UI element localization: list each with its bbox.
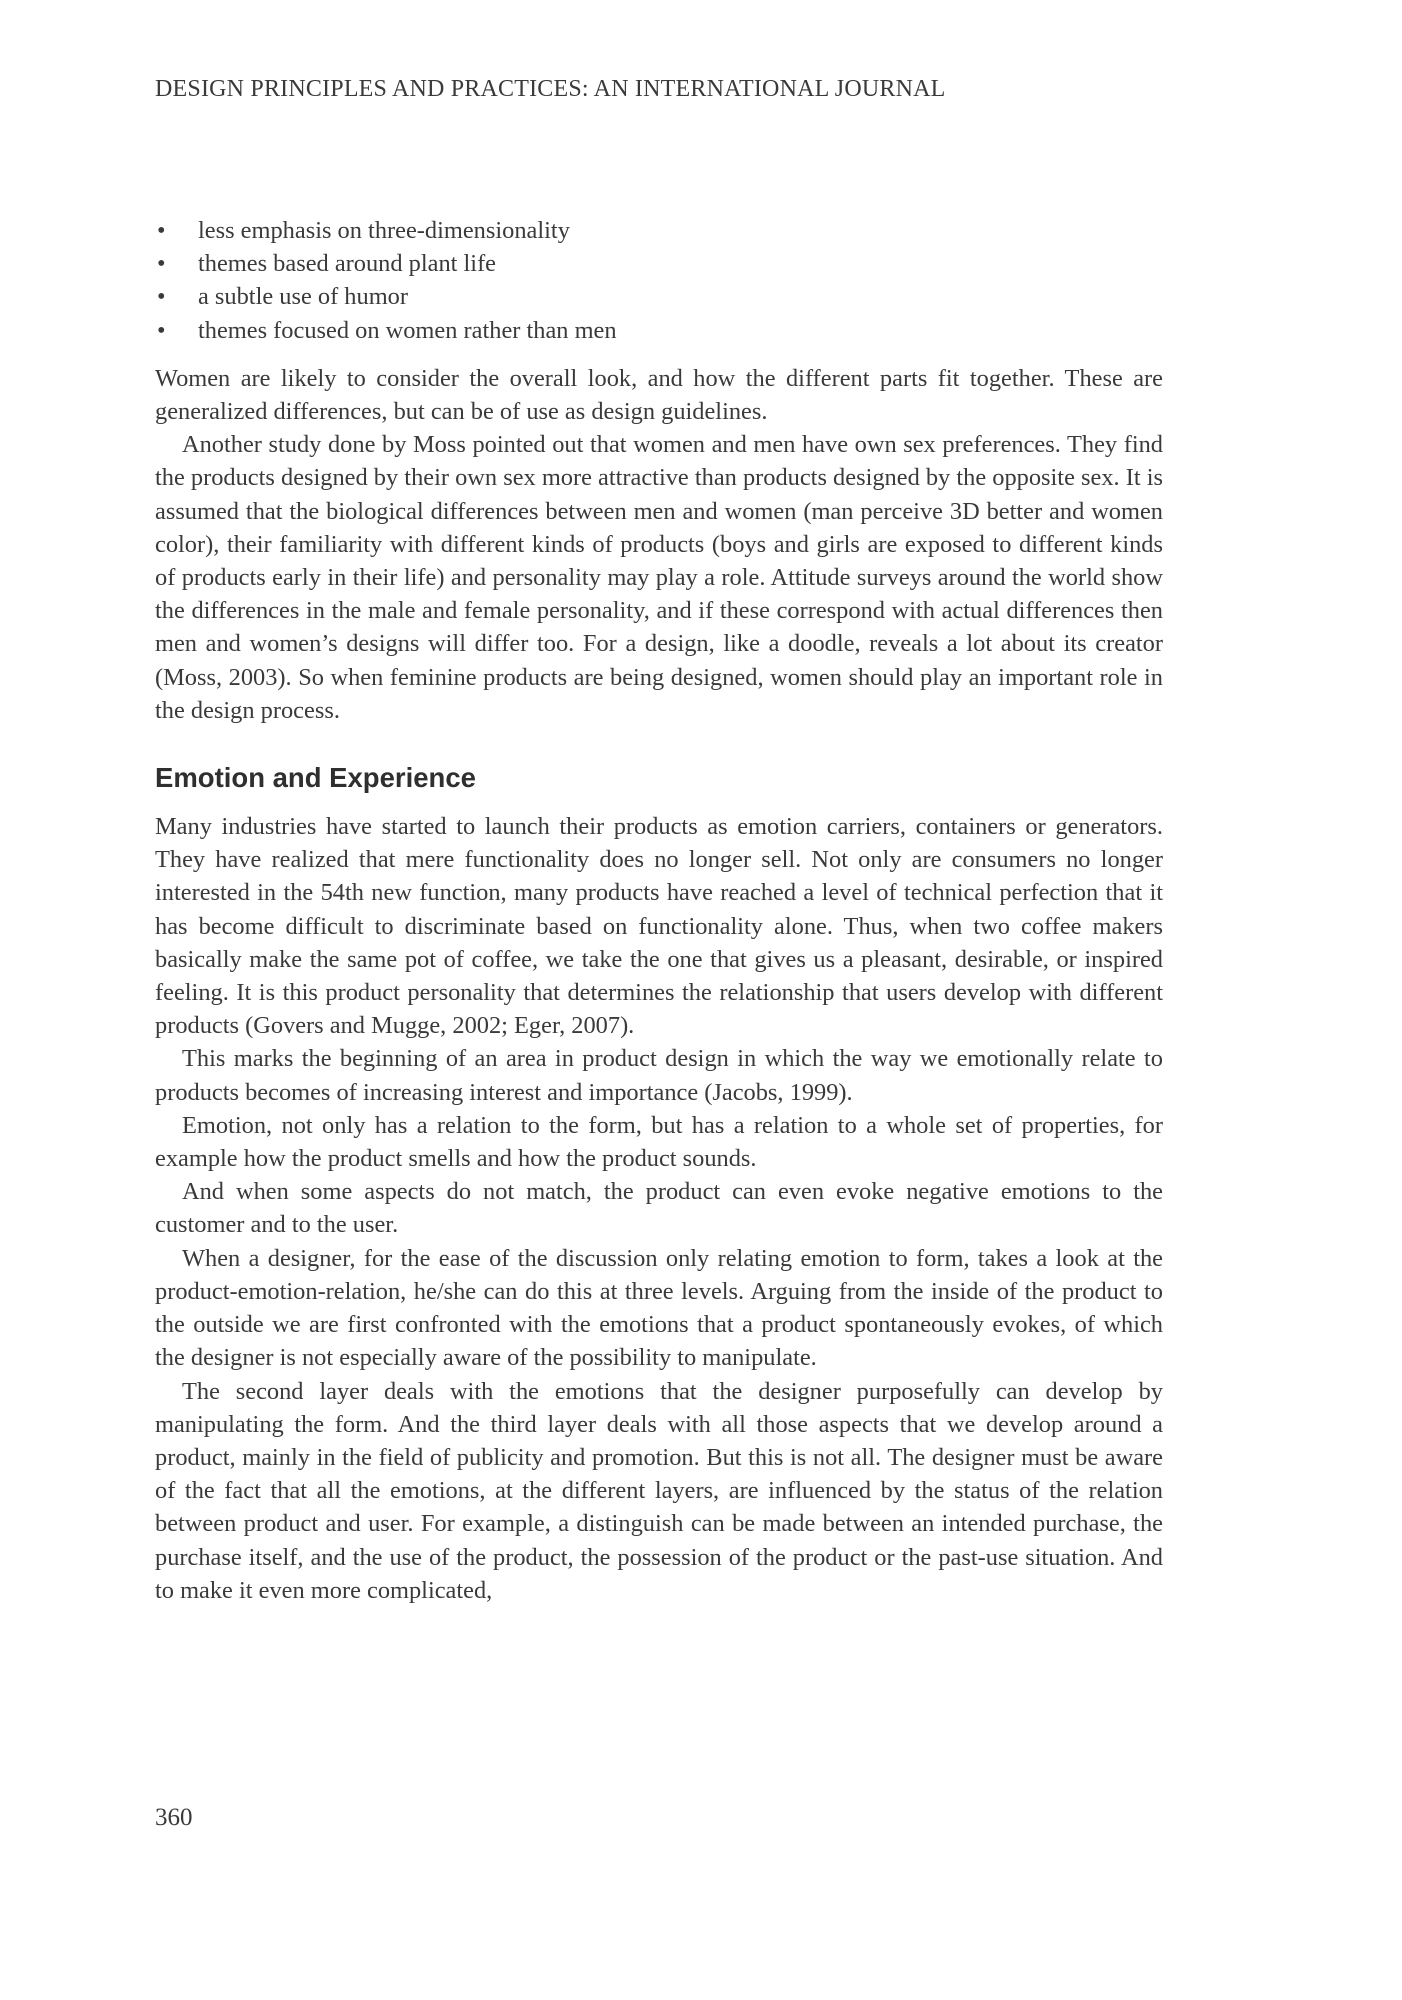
paragraph: The second layer deals with the emotions that the designer purposefully can develop by manipulating the form. And the third layer deals with all those aspects that we develop around a product, mainly in the field of publicity and promotion. But this is not all. The designer must be aware of the fact that all the emotions, at the different layers, are influenced by the status of the relation between product and user. For example, a distinguish can be made between an intended purchase, the purchase itself, and the use of the product, the possession of the product or the past-use situation. And to make it even more complicated,	[155, 1377, 1163, 1604]
body-text	[155, 214, 1163, 1607]
bullet-icon: •	[157, 217, 166, 244]
list-item-text: themes based around plant life	[198, 250, 497, 278]
paragraph: This marks the beginning of an area in product design in which the way we emotionally relate to products becomes of increasing interest and importance (Jacobs, 1999).	[155, 1045, 1163, 1106]
bullet-icon: •	[157, 283, 166, 311]
list-item	[155, 314, 1163, 347]
list-item	[155, 214, 1163, 247]
paragraph: Emotion, not only has a relation to the form, but has a relation to a whole set of properties, for example how the product smells and how the product sounds.	[155, 1111, 1163, 1173]
bullet-icon: •	[157, 316, 166, 344]
paragraph: And when some aspects do not match, the product can even evoke negative emotions to the customer and to the user.	[155, 1178, 1163, 1239]
list-item-text: less emphasis on three-dimensionality	[198, 217, 570, 244]
list-item	[155, 280, 1163, 313]
list-item-text: themes focused on women rather than men	[198, 316, 617, 344]
page-number: 360	[155, 1804, 193, 1831]
list-item	[155, 247, 1163, 280]
running-head: DESIGN PRINCIPLES AND PRACTICES: AN INTERNATIONAL JOURNAL	[155, 76, 946, 102]
section-heading: Emotion and Experience	[155, 762, 476, 794]
paragraph: When a designer, for the ease of the discussion only relating emotion to form, takes a look at the product-emotion-relation, he/she can do this at three levels. Arguing from the inside of the product to the outside we are first confronted with the emotions that a product spontaneously evokes, of which the designer is not especially aware of the possibility to manipulate.	[155, 1244, 1163, 1372]
bullet-icon: •	[157, 250, 166, 278]
paragraph: Many industries have started to launch their products as emotion carriers, containers or generators. They have realized that mere functionality does no longer sell. Not only are consumers no longer interested in the 54th new function, many products have reached a level of technical perfection that it has become difficult to discriminate based on functionality alone. Thus, when two coffee makers basically make the same pot of coffee, we take the one that gives us a pleasant, desirable, or inspired feeling. It is this product personality that determines the relationship that users develop with different products (Govers and Mugge, 2002; Eger, 2007).	[155, 813, 1163, 1040]
list-item-text: a subtle use of humor	[198, 283, 408, 311]
paragraph: Another study done by Moss pointed out that women and men have own sex preferences. They find the products designed by their own sex more attractive than products designed by the opposite sex. It is assumed that the biological differences between men and women (man perceive 3D better and women color), their familiarity with different kinds of products (boys and girls are exposed to different kinds of products early in their life) and personality may play a role. Attitude surveys around the world show the differences in the male and female personality, and if these correspond with actual differences then men and women’s designs will differ too. For a design, like a doodle, reveals a lot about its creator (Moss, 2003). So when feminine products are being designed, women should play an important role in the design process.	[155, 431, 1163, 724]
paragraph: Women are likely to consider the overall look, and how the different parts fit together. These are generalized differences, but can be of use as design guidelines.	[155, 364, 1163, 426]
bullet-list	[155, 214, 1163, 347]
